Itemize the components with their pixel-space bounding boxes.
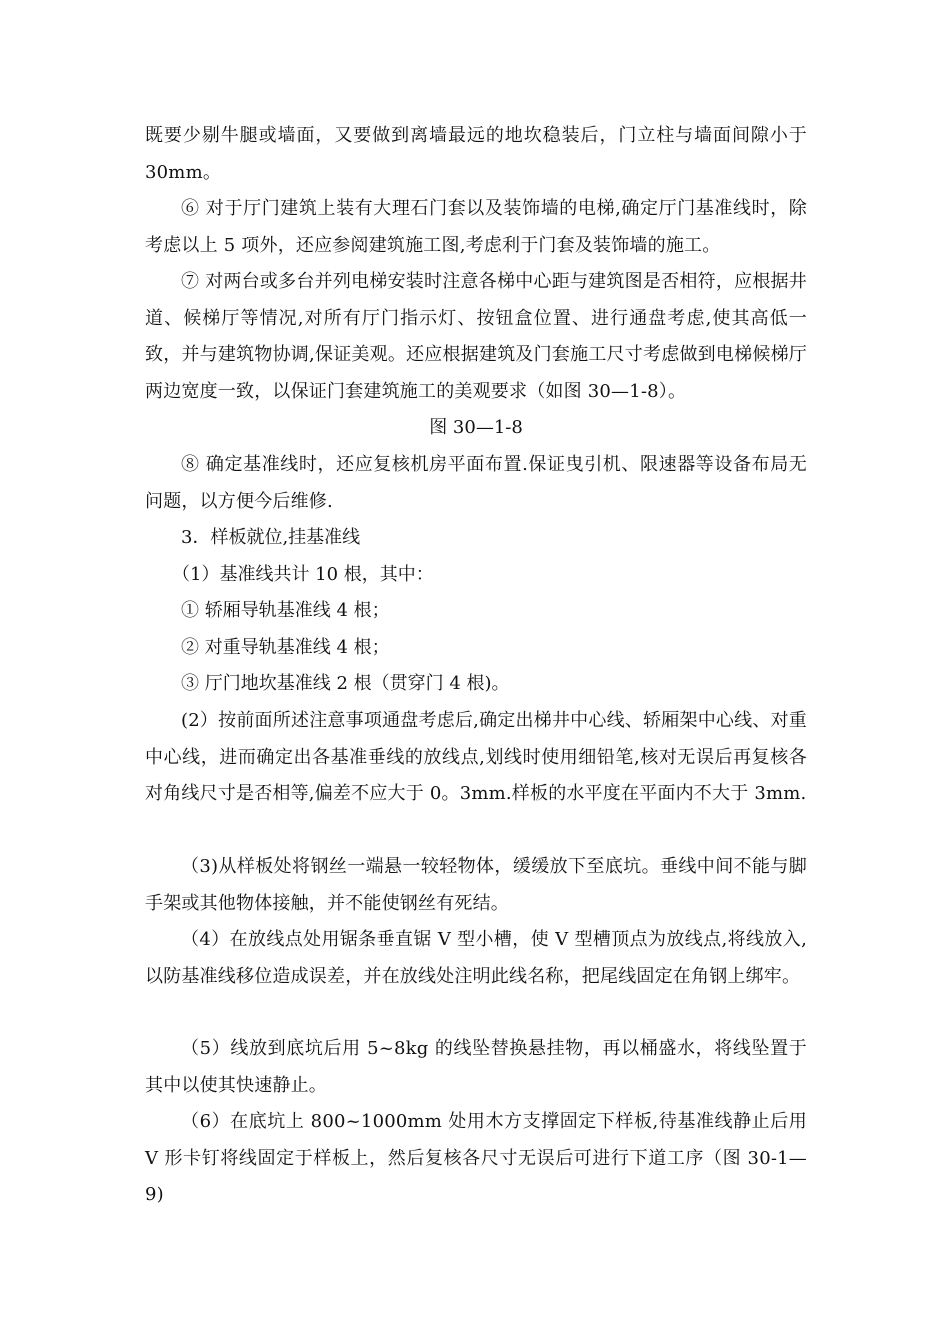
paragraph-door-column-gap: 既要少剔牛腿或墙面，又要做到离墙最远的地坎稳装后，门立柱与墙面间隙小于 30mm。 — [145, 125, 807, 183]
paragraph-step-3-lowering-wire: （3)从样板处将钢丝一端悬一较轻物体，缓缓放下至底坑。垂线中间不能与脚手架或其他物体接触，并不能使钢丝有死结。 — [145, 856, 807, 914]
paragraph-item-8-machine-room: ⑧ 确定基准线时，还应复核机房平面布置.保证曳引机、限速器等设备布局无问题，以方便今后维修. — [145, 454, 807, 512]
section-heading-template-positioning: 3．样板就位,挂基准线 — [181, 527, 361, 548]
paragraph-step-6-lower-template: （6）在底坑上 800~1000mm 处用木方支撑固定下样板,待基准线静止后用 V 形卡钉将线固定于样板上，然后复核各尺寸无误后可进行下道工序（图 30-1—9) — [145, 1111, 807, 1205]
list-subitem-car-rail-lines: ① 轿厢导轨基准线 4 根； — [181, 600, 390, 621]
list-subitem-counterweight-rail-lines: ② 对重导轨基准线 4 根； — [181, 637, 390, 658]
paragraph-step-4-v-notch: （4）在放线点处用锯条垂直锯 V 型小槽，使 V 型槽顶点为放线点,将线放入,以防基准线移位造成误差，并在放线处注明此线名称，把尾线固定在角钢上绑牢。 — [145, 929, 807, 987]
paragraph-step-2-marking: (2）按前面所述注意事项通盘考虑后,确定出梯井中心线、轿厢架中心线、对重中心线，进而确定出各基准垂线的放线点,划线时使用细铅笔,核对无误后再复核各对角线尺寸是否相等,偏差不应大于 0。3mm.样板的水平度在平面内不大于 3mm. — [145, 710, 807, 804]
figure-caption-30-1-8: 图 30—1-8 — [429, 417, 523, 438]
paragraph-item-6-marble-door-frame: ⑥ 对于厅门建筑上装有大理石门套以及装饰墙的电梯,确定厅门基准线时，除考虑以上 5 项外，还应参阅建筑施工图,考虑利于门套及装饰墙的施工。 — [145, 198, 807, 256]
paragraph-step-5-plumb-bob: （5）线放到底坑后用 5~8kg 的线坠替换悬挂物，再以桶盛水，将线坠置于其中以使其快速静止。 — [145, 1038, 807, 1096]
list-subitem-sill-lines: ③ 厅门地坎基准线 2 根（贯穿门 4 根)。 — [181, 673, 510, 694]
list-item-baseline-count: （1）基准线共计 10 根，其中： — [172, 564, 434, 585]
paragraph-item-7-parallel-elevators: ⑦ 对两台或多台并列电梯安装时注意各梯中心距与建筑图是否相符，应根据井道、候梯厅等情况,对所有厅门指示灯、按钮盒位置、进行通盘考虑,使其高低一致，并与建筑物协调,保证美观。还应根据建筑及门套施工尺寸考虑做到电梯候梯厅两边宽度一致，以保证门套建筑施工的美观要求（如图 30—1-8）。 — [145, 271, 807, 402]
